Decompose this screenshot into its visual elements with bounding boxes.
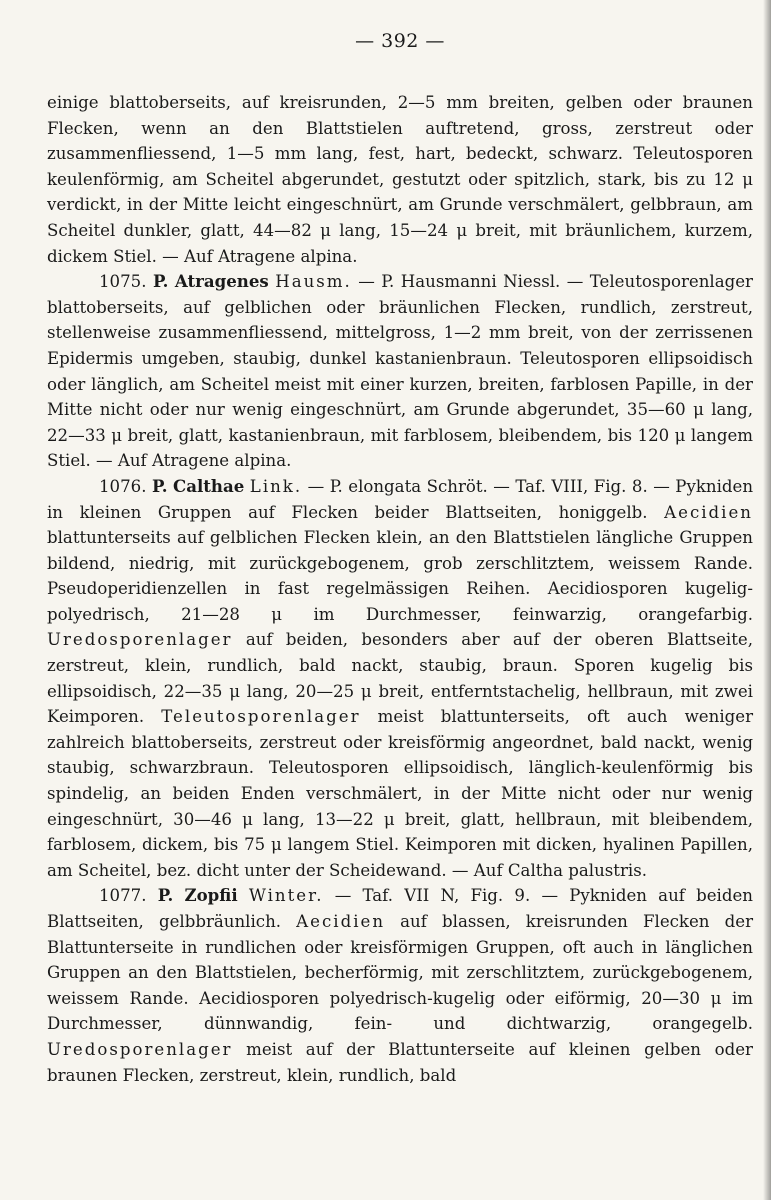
text-run: meist auf der Blattunterseite auf kleinen gelben oder braunen Flecken, zerstreut, klein, rundlich, bald (47, 1039, 753, 1085)
entry-author: Winter. (248, 886, 324, 906)
text-run: auf blassen, kreisrunden Flecken der Blattunterseite in rundlichen oder kreisförmigen Gruppen, oft auch in länglichen Gruppen an den Blattstielen, becherförmig, mit zerschlitztem, zurückgebogenem, weissem Rande. Aecidiosporen polyedrisch-kugelig oder eiförmig, 20—30 μ im Durchmesser, dünnwandig, fein- und dichtwarzig, orangegelb. (47, 912, 754, 1034)
entry-species: Calthae (173, 475, 245, 496)
page (47, 30, 753, 1088)
paragraph-entry-1075 (47, 269, 753, 474)
entry-text (47, 886, 753, 1084)
paragraph-continuation: einige blattoberseits, auf kreisrunden, 2—5 mm breiten, gelben oder braunen Flecken, wenn an den Blattstielen auftretend, gross, zerstreut oder zusammenfliessend, 1—5 mm lang, fest, hart, bedeckt, schwarz. Teleutosporen keulenförmig, am Scheitel abgerundet, gestutzt oder spitzlich, stark, bis zu 12 μ verdickt, in der Mitte leicht eingeschnürt, am Grunde verschmälert, gelbbraun, am Scheitel dunkler, glatt, 44—82 μ lang, 15—24 μ breit, mit bräunlichem, kurzem, dickem Stiel. — Auf Atragene alpina. (47, 93, 753, 266)
spaced-term: Aecidien (664, 502, 753, 522)
text-run: meist blattunterseits, oft auch weniger zahlreich blattoberseits, zerstreut oder kreisförmig angeordnet, bald nackt, wenig staubig, schwarzbraun. Teleutosporen ellipsoidisch, länglich-keulenförmig bis spindelig, an beiden Enden verschmälert, in der Mitte nicht oder nur wenig eingeschnürt, 30—46 μ lang, 13—22 μ breit, glatt, hellbraun, mit bleibendem, farblosem, dickem, bis 75 μ langem Stiel. Keimporen mit dicken, hyalinen Papillen, am Scheitel, bez. dicht unter der Scheidewand. — Auf Caltha palustris. (47, 707, 753, 880)
entry-species: Atragenes (174, 271, 269, 292)
entry-genus: P. (152, 271, 169, 292)
spaced-term: Teleutosporenlager (161, 707, 361, 727)
spaced-term: Uredosporenlager (47, 1039, 233, 1059)
paragraph-entry-1076 (47, 474, 753, 884)
entry-number: 1077. (99, 886, 147, 906)
entry-species: Zopfii (184, 885, 238, 906)
entry-author: Hausm. (275, 272, 352, 292)
text-run: — P. elongata Schröt. — Taf. VIII, Fig. 8. — Pykniden in kleinen Gruppen auf Flecken beider Blattseiten, honiggelb. (47, 476, 754, 522)
entry-author: Link. (249, 476, 303, 496)
spaced-term: Uredosporenlager (47, 630, 233, 650)
text-run: auf beiden, besonders aber auf der oberen Blattseite, zerstreut, klein, rundlich, bald nackt, staubig, braun. Sporen kugelig bis ellipsoidisch, 22—35 μ lang, 20—25 μ breit, entferntstachelig, hellbraun, mit zwei Keimporen. (47, 630, 753, 727)
entry-genus: P. (152, 475, 168, 496)
page-edge-shadow (763, 0, 771, 1200)
entry-text: — P. Hausmanni Niessl. — Teleutosporenlager blattoberseits, auf gelblichen oder bräunlichen Flecken, rundlich, zerstreut, stellenweise zusammenfliessend, mittelgross, 1—2 mm breit, von der zerrissenen Epidermis umgeben, staubig, dunkel kastanienbraun. Teleutosporen ellipsoidisch oder länglich, am Scheitel meist mit einer kurzen, breiten, farblosen Papille, in der Mitte nicht oder nur wenig eingeschnürt, am Grunde abgerundet, 35—60 μ lang, 22—33 μ breit, glatt, kastanienbraun, mit farblosem, bleibendem, bis 120 μ langem Stiel. — Auf Atragene alpina. (47, 272, 753, 471)
entry-number: 1075. (99, 272, 147, 292)
entry-number: 1076. (99, 476, 147, 496)
entry-text (47, 477, 753, 880)
entry-genus: P. (157, 885, 174, 906)
page-number: — 392 — (355, 30, 445, 52)
spaced-term: Aecidien (296, 912, 386, 931)
text-run: blattunterseits auf gelblichen Flecken klein, an den Blattstielen längliche Gruppen bildend, niedrig, mit zurückgebogenem, grob zerschlitztem, weissem Rande. Pseudoperidienzellen in fast regelmässigen Reihen. Aecidiosporen kugelig-polyedrisch, 21—28 μ im Durchmesser, feinwarzig, orangefarbig. (47, 528, 753, 624)
text-run: — Taf. VII N, Fig. 9. — Pykniden auf beiden Blattseiten, gelbbräunlich. (47, 886, 753, 931)
paragraph-entry-1077 (47, 883, 753, 1088)
